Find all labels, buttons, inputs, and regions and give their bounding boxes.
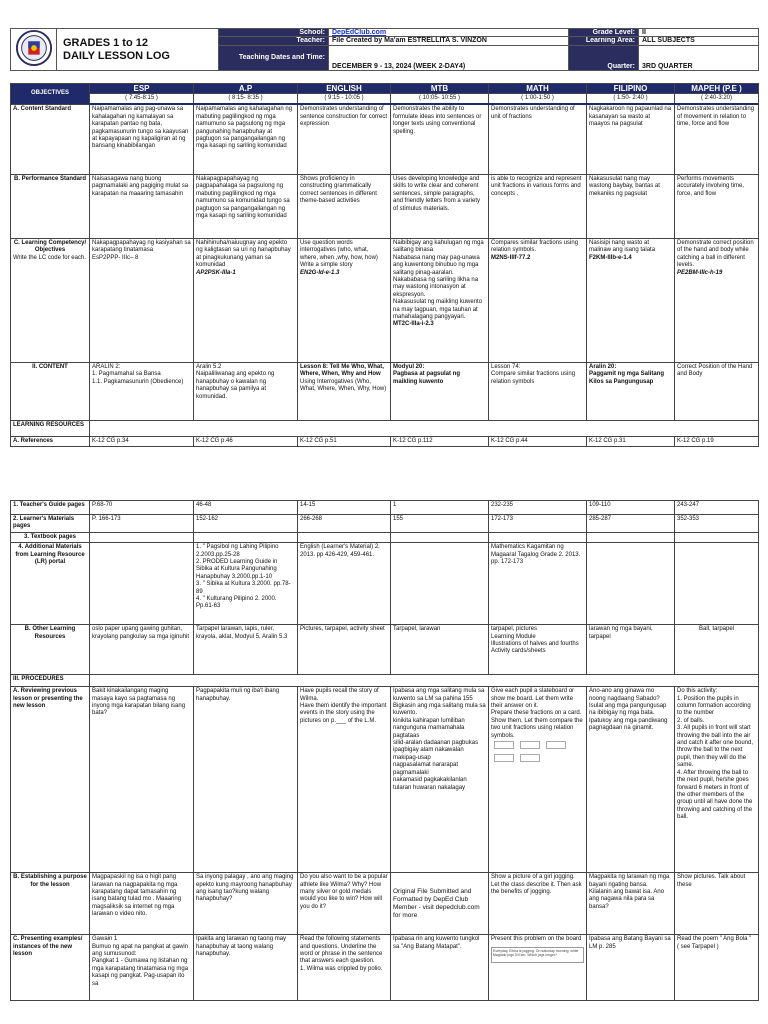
cell-text: English (Learner's Material) 2. 2013. pp 426-429, 459-461. — [298, 543, 391, 625]
fraction-cards — [491, 740, 584, 767]
competency-text: Use question words interrogatives (who, what, where, when ,why, how, how) Write a simple story — [300, 239, 378, 269]
header-table — [10, 28, 759, 71]
cell-text: Have pupils recall the story of Wilma. Have them identify the important events in the story using the pictures on p.___ of the L.M. — [298, 687, 391, 873]
cell-text: Tarpapel, larawan — [391, 625, 489, 675]
cell-text: P. 166-173 — [90, 515, 194, 533]
grade-value: II — [639, 29, 759, 37]
competency-code: M2NS-IIIf-77.2 — [491, 254, 531, 261]
additional-materials-label: 4. Additional Materials from Learning Resource (LR) portal — [11, 543, 90, 625]
content-cell — [90, 362, 194, 420]
competency-label-cell — [11, 238, 90, 362]
cell-text: 14-15 — [298, 501, 391, 515]
establishing-row — [11, 873, 759, 935]
cell-text: Nakapagpapahayag ng pagpapahalaga sa pagsulong ng mabuting paglilingkod ng mga namumuno sa komunidad tungo sa pagtugon sa pangangailangan ng mga kasapi ng sariling komunidad — [194, 174, 298, 238]
competency-cell — [391, 238, 489, 362]
content-row — [11, 362, 759, 420]
time-math: ( 1:00-1:50 ) — [489, 94, 587, 105]
establishing-label: B. Establishing a purpose for the lesson — [11, 873, 90, 935]
cell-text: K-12 CG p.44 — [489, 436, 587, 446]
grade-label: Grade Level: — [569, 29, 639, 37]
competency-cell — [298, 238, 391, 362]
cell-text: Magpakita ng larawan ng mga bayani ngating bansa. Kilalanin ang bawat isa. Ano ang nagawa nila para sa bansa? — [587, 873, 675, 935]
empty-cell — [90, 675, 759, 687]
cell-text: Ball, tarpapel — [675, 625, 759, 675]
content-body: Lesson 74: Compare similar fractions using relation symbols — [491, 363, 576, 385]
cell-text: K-12 CG p.51 — [298, 436, 391, 446]
empty-cell — [194, 532, 298, 542]
cell-text: Sa inyong palagay , ano ang maging epekto kung mayroong hanapbuhay ang isang tao?kung walang hanapbuhay? — [194, 873, 298, 935]
cell-text — [391, 543, 489, 625]
other-resources-label: B. Other Learning Resources — [11, 625, 90, 675]
competency-code: EsP2PPP- IIIc– 8 — [92, 254, 139, 261]
cell-text: Shows proficiency in constructing grammatically correct sentences in different theme-based activities — [298, 174, 391, 238]
competency-cell — [90, 238, 194, 362]
competency-code: EN2G-Id-e-1.3 — [300, 269, 340, 276]
content-cell — [587, 362, 675, 420]
competency-text: Compares similar fractions using relation symbols. — [491, 239, 579, 254]
dates-label: Teaching Dates and Time: — [219, 45, 329, 71]
competency-cell — [489, 238, 587, 362]
time-esp: ( 7:45-8:15 ) — [90, 94, 194, 105]
cell-text: Read the poem " Ang Bola " ( see Tarpapel ) — [675, 935, 759, 1001]
content-head: Modyul 20: Pagbasa at pagsulat ng maikling kuwento — [393, 363, 461, 385]
cell-text: 266-268 — [298, 515, 391, 533]
subject-english: ENGLISH — [298, 84, 391, 94]
cell-text: Demonstrates understanding of sentence construction for correct expression — [298, 104, 391, 174]
cell-text: Demonstrates understanding of unit of fractions — [489, 104, 587, 174]
subject-esp: ESP — [90, 84, 194, 94]
references-label: A. References — [11, 436, 90, 446]
cell-text: Nagkakaroon ng papaunlad na kasanayan sa wasto at maayos na pagsulat — [587, 104, 675, 174]
reviewing-row — [11, 687, 759, 873]
cell-text: K-12 CG p.31 — [587, 436, 675, 446]
empty-cell — [90, 420, 759, 436]
subject-mtb: MTB — [391, 84, 489, 94]
title-grades: GRADES 1 to 12 — [63, 36, 148, 49]
time-ap: ( 8:15- 8:35 ) — [194, 94, 298, 105]
cell-text: Show pictures. Talk about these — [675, 873, 759, 935]
cell-text: Ipabasa rin ang kuwento tungkol sa "Ang Batang Matapat". — [391, 935, 489, 1001]
competency-code: PE2BM-IIIc-h-19 — [677, 269, 723, 276]
cell-text: 243-247 — [675, 501, 759, 515]
content-standard-label: A. Content Standard — [11, 104, 90, 174]
cell-text: Ano-ano ang ginawa mo noong nagdaang Sabado? Isulat ang mga pangungusap na ibibigay ng mga bata. Ipatukoy ang mga pandiwang pagnagdaan na ginamit. — [587, 687, 675, 873]
math-review-cell — [489, 687, 587, 873]
title-dll: DAILY LESSON LOG — [63, 49, 170, 62]
cell-text: Demonstrates understanding of movement in relation to time, force and flow — [675, 104, 759, 174]
area-label: Learning Area: — [569, 37, 639, 45]
cell-text: Bakit kinakailangang maging masaya kayo sa pagtamasa ng inyong mga karapatan bilang isang bata? — [90, 687, 194, 873]
competency-cell — [675, 238, 759, 362]
cell-text: Demonstrates the ability to formulate ideas into sentences or longer texts using conventional spelling. — [391, 104, 489, 174]
content-cell — [489, 362, 587, 420]
content-head: Lesson 8: Tell Me Who, What, Where, When, Why and How — [300, 363, 384, 378]
cell-text: Pictures, tarpapel, activity sheet — [298, 625, 391, 675]
resources-procedures-table — [10, 500, 759, 1001]
cell-text: Performs movements accurately involving time, force, and flow — [675, 174, 759, 238]
time-mapeh: ( 2:40-3:20) — [675, 94, 759, 105]
subject-ap: A.P — [194, 84, 298, 94]
problem-snippet: Everyday, Elvira is jogging. On saturday morning, while Magdalo jogs 3/4 km. Which jogs longer? — [491, 947, 584, 963]
cell-text: oslo paper upang gawing guhitan, krayolang pangkulay sa mga iginuhit — [90, 625, 194, 675]
cell-text: Do this activity: 1. Position the pupils in column formation according to the number 2. of balls. 3. All pupils in front will start throwing the ball into the air and catch it after one bound, throw the ball to the next pupil, then they will do the same. 4. After throwing the ball to the next pupil, he/she goes forward 6 meters in front of the other members of the group until all have done the throwing and catching of the ball. — [675, 687, 759, 873]
deped-seal-logo — [15, 29, 53, 67]
other-resources-row — [11, 625, 759, 675]
cell-text: K-12 CG p.46 — [194, 436, 298, 446]
cell-text: Mathematics Kagamitan ng Magaaral Tagalog Grade 2. 2013. pp. 172-173 — [489, 543, 587, 625]
fraction-card — [520, 754, 540, 762]
school-link[interactable]: DepEdClub.com — [332, 29, 387, 36]
content-cell — [298, 362, 391, 420]
lesson-log-sheet-1 — [10, 28, 758, 447]
subject-filipino: FILIPINO — [587, 84, 675, 94]
teacher-label: Teacher: — [219, 37, 329, 45]
cell-text: P.68-70 — [90, 501, 194, 515]
content-body: Using Interrogatives (Who, What, Where, When, Why, How) — [300, 378, 387, 393]
time-mtb: ( 10:05- 10:55 ) — [391, 94, 489, 105]
objectives-header: OBJECTIVES — [11, 84, 90, 105]
cell-text: 1. " Pagsibol ng Lahing Pilipino 2.2003.pp.25-28 2. PRODED Learning Guide in Sibika at Kultura Pangunahing Hanapbuhay 3.2000.pp.1-10 3. " Sibika at Kultura 3.2000. pp.78-89 4. " Kulturang Pilipino 2. 2000. Pp.61-63 — [194, 543, 298, 625]
reviewing-label: A. Reviewing previous lesson or presenting the new lesson — [11, 687, 90, 873]
subject-math: MATH — [489, 84, 587, 94]
cell-text: 352-353 — [675, 515, 759, 533]
learning-resources-row — [11, 420, 759, 436]
competency-text: Nasisipi nang wasto at malinaw ang isang talata — [589, 239, 656, 254]
competency-text: Nahihinuha/naiuugnay ang epekto ng kaligtasan sa uri ng hanapbuhay at pinagkukunang yaman sa komunidad — [196, 239, 291, 269]
cell-text: K-12 CG p.34 — [90, 436, 194, 446]
cell-text: Naipamamalas ang kahalagahan ng mabuting paglilingkod ng mga namumuno sa pagsulong ng mga pangunahing hanapbuhay at pagtugon sa pangangailangan ng mga kasapi ng sariling komunidad — [194, 104, 298, 174]
procedures-label: III. PROCEDURES — [11, 675, 90, 687]
references-row — [11, 436, 759, 446]
cell-text: Show a picture of a girl jogging. Let the class describe it. Then ask the benefits of jogging. — [489, 873, 587, 935]
competency-cell — [194, 238, 298, 362]
cell-text: Pagpapakita muli ng iba't ibang hanapbuhay. — [194, 687, 298, 873]
quarter-label: Quarter: — [569, 45, 639, 71]
fraction-card — [520, 741, 540, 749]
cell-text: 46-48 — [194, 501, 298, 515]
cell-text: Ipakita ang larawan ng taong may hanapbuhay at taong walang hanapbuhay. — [194, 935, 298, 1001]
competency-code: MT2C-IIIa-i-2.3 — [393, 321, 434, 328]
competency-text: Demonstrate correct position of the hand and body while catching a ball in different levels. — [677, 239, 754, 269]
competency-text: Naibibigay ang kahulugan ng mga salitang binasa Nababasa nang may pag-unawa ang kuwentong binubuo ng mga salitang pinag-aaralan. Nakababasa ng sariling likha na may wastong intonasyon at ekspresyon. Nakasusulat ng maikling kuwento na may tagpuan, mga tauhan at mahahalagang pangyayari. — [393, 239, 484, 320]
cell-text: Naipamamalas ang pag-unawa sa kahalagahan ng kamalayan sa karapatan pantao ng bata, pagkamasunurin tungo sa kaayusan at kapayapaan ng kapaligiran at ng bansang kinabibilangan — [90, 104, 194, 174]
cell-text — [587, 543, 675, 625]
cell-text: 232-235 — [489, 501, 587, 515]
math-present-cell — [489, 935, 587, 1001]
textbook-pages-label: 3. Textbook pages — [11, 532, 90, 542]
cell-text: Ipabasa ang Batang Bayani sa LM p. 285 — [587, 935, 675, 1001]
lesson-log-sheet-2 — [10, 500, 758, 1001]
quarter-value: 3RD QUARTER — [639, 45, 759, 71]
cell-text: 109-110 — [587, 501, 675, 515]
cell-text: Tarpapel larawan, lapis, ruler, krayola, aklat, Modyul 5, Aralin 5.3 — [194, 625, 298, 675]
fraction-card — [494, 754, 514, 762]
dates-value: DECEMBER 9 - 13, 2024 (WEEK 2-DAY4) — [329, 45, 569, 71]
teacher-value: File Created by Ma'am ESTRELLITA S. VINZON — [329, 37, 569, 45]
cell-text: is able to recognize and represent unit fractions in various forms and concepts . — [489, 174, 587, 238]
time-filipino: ( 1:50- 2:40 ) — [587, 94, 675, 105]
cell-text: tarpapel, pictures Learning Module Illustrations of halves and fourths Activity cards/sheets — [489, 625, 587, 675]
cell-text: Do you also want to be a popular athlete like Wilma? Why? How many silver or gold medals would you like to win? How will you do it? — [298, 873, 391, 935]
empty-cell — [587, 532, 675, 542]
competency-row — [11, 238, 759, 362]
empty-cell — [90, 532, 194, 542]
objectives-table — [10, 83, 759, 447]
content-body: ARALIN 2: 1. Pagmamahal sa Bansa 1.1. Pagkamasunurin (Obedience) — [92, 363, 184, 385]
school-label: School: — [219, 29, 329, 37]
presenting-label: C. Presenting examples/ instances of the new lesson — [11, 935, 90, 1001]
cell-text: 155 — [391, 515, 489, 533]
procedures-row — [11, 675, 759, 687]
time-english: ( 9:15 - 10:05 ) — [298, 94, 391, 105]
cell-text: Nakasusulat nang may wastong baybay, bantas at mekaniks ng pagsulat — [587, 174, 675, 238]
cell-text: 1 — [391, 501, 489, 515]
empty-cell — [675, 532, 759, 542]
empty-cell — [298, 532, 391, 542]
fraction-card — [494, 741, 514, 749]
additional-materials-row — [11, 543, 759, 625]
content-head: Aralin 20: Paggamit ng mga Salitang Kilos sa Pangungusap — [589, 363, 665, 385]
teachers-guide-label: 1. Teacher's Guide pages — [11, 501, 90, 515]
cell-text: 285-287 — [587, 515, 675, 533]
fraction-card — [546, 741, 566, 749]
cell-text: Uses developing knowledge and skills to write clear and coherent sentences, simple paragraphs, and friendly letters from a variety of stimulus materials. — [391, 174, 489, 238]
content-body: Correct Position of the Hand and Body — [677, 363, 753, 378]
performance-standard-row — [11, 174, 759, 238]
cell-text: Present this problem on the board — [491, 936, 582, 943]
cell-text: Ipabasa ang mga salitang mula sa kuwento sa LM sa pahina 155 Bigkasin ang mga salitang mula sa kuwento. kinikita kahirapan lumiliban nangunguna mamamahala pagtataas silid-aralan dadaanan pagbukas ipagbigay alam nakawalan makipag-usap nagpasalamat nararapat pagmamalaki nakamasid pagkakakilanlan tularan huwaran nakalagay — [391, 687, 489, 873]
cell-text — [90, 543, 194, 625]
content-label: II. CONTENT — [11, 362, 90, 420]
content-cell — [675, 362, 759, 420]
teachers-guide-row — [11, 501, 759, 515]
performance-standard-label: B. Performance Standard — [11, 174, 90, 238]
content-body: Aralin 5.2 Naipaliliwanag ang epekto ng hanapbuhay o kawalan ng hanapbuhay sa pamilya at komunidad. — [196, 363, 275, 400]
cell-text: 152-162 — [194, 515, 298, 533]
competency-sublabel: Write the LC code for each. — [13, 254, 86, 261]
textbook-pages-row — [11, 532, 759, 542]
cell-text: Gawain 1 Bumuo ng apat na pangkat at gawin ang sumusunod: Pangkat 1 - Gumawa ng listahan ng mga karapatang tinatamasa ng mga kasapi ng pangkat. Pag-usapan ito sa — [90, 935, 194, 1001]
content-standard-row — [11, 104, 759, 174]
cell-text: larawan ng mga bayani, tarpapel — [587, 625, 675, 675]
presenting-row — [11, 935, 759, 1001]
cell-text: K-12 CG p.19 — [675, 436, 759, 446]
competency-text: Nakapagpapahayag ng kasiyahan sa karapatang tinatamasa — [92, 239, 191, 254]
area-value: ALL SUBJECTS — [639, 37, 759, 45]
cell-text — [675, 543, 759, 625]
content-cell — [391, 362, 489, 420]
cell-text: Magpapaskil ng isa o higit pang larawan na nagpapakita ng mga karapatang dapat tamasahin ng isang batang tulad mo . Maaaring magsaliksik sa internet ng mga larawan o video nito. — [90, 873, 194, 935]
cell-text: Give each pupil a slateboard or show me board. Let them write their answer on it. Prepare these fractions on a card. Show them. Let them compare the two unit fractions using relation symbols. — [491, 688, 583, 739]
competency-cell — [587, 238, 675, 362]
cell-text: Naisasagawa nang buong pagmamalaki ang pagiging mulat sa karapatan na maaaring tamasahin — [90, 174, 194, 238]
cell-text: 172-173 — [489, 515, 587, 533]
learners-materials-row — [11, 515, 759, 533]
cell-text: K-12 CG p.112 — [391, 436, 489, 446]
competency-label: C. Learning Competency/ Objectives — [13, 239, 87, 254]
competency-code: F2KM-IIIb-e-1.4 — [589, 254, 632, 261]
learners-materials-label: 2. Learner's Materials pages — [11, 515, 90, 533]
empty-cell — [489, 532, 587, 542]
content-cell — [194, 362, 298, 420]
empty-cell — [391, 532, 489, 542]
cell-text: Read the following statements and questions. Underline the word or phrase in the sentence that answers each question. 1. Wilma was crippled by polio. — [298, 935, 391, 1001]
learning-resources-label: LEARNING RESOURCES — [11, 420, 90, 436]
watermark-note: Original File Submitted and Formatted by DepEd Club Member - visit depedclub.com for more — [391, 873, 489, 935]
competency-code: AP2PSK-IIIa-1 — [196, 269, 236, 276]
subject-mapeh: MAPEH (P.E ) — [675, 84, 759, 94]
